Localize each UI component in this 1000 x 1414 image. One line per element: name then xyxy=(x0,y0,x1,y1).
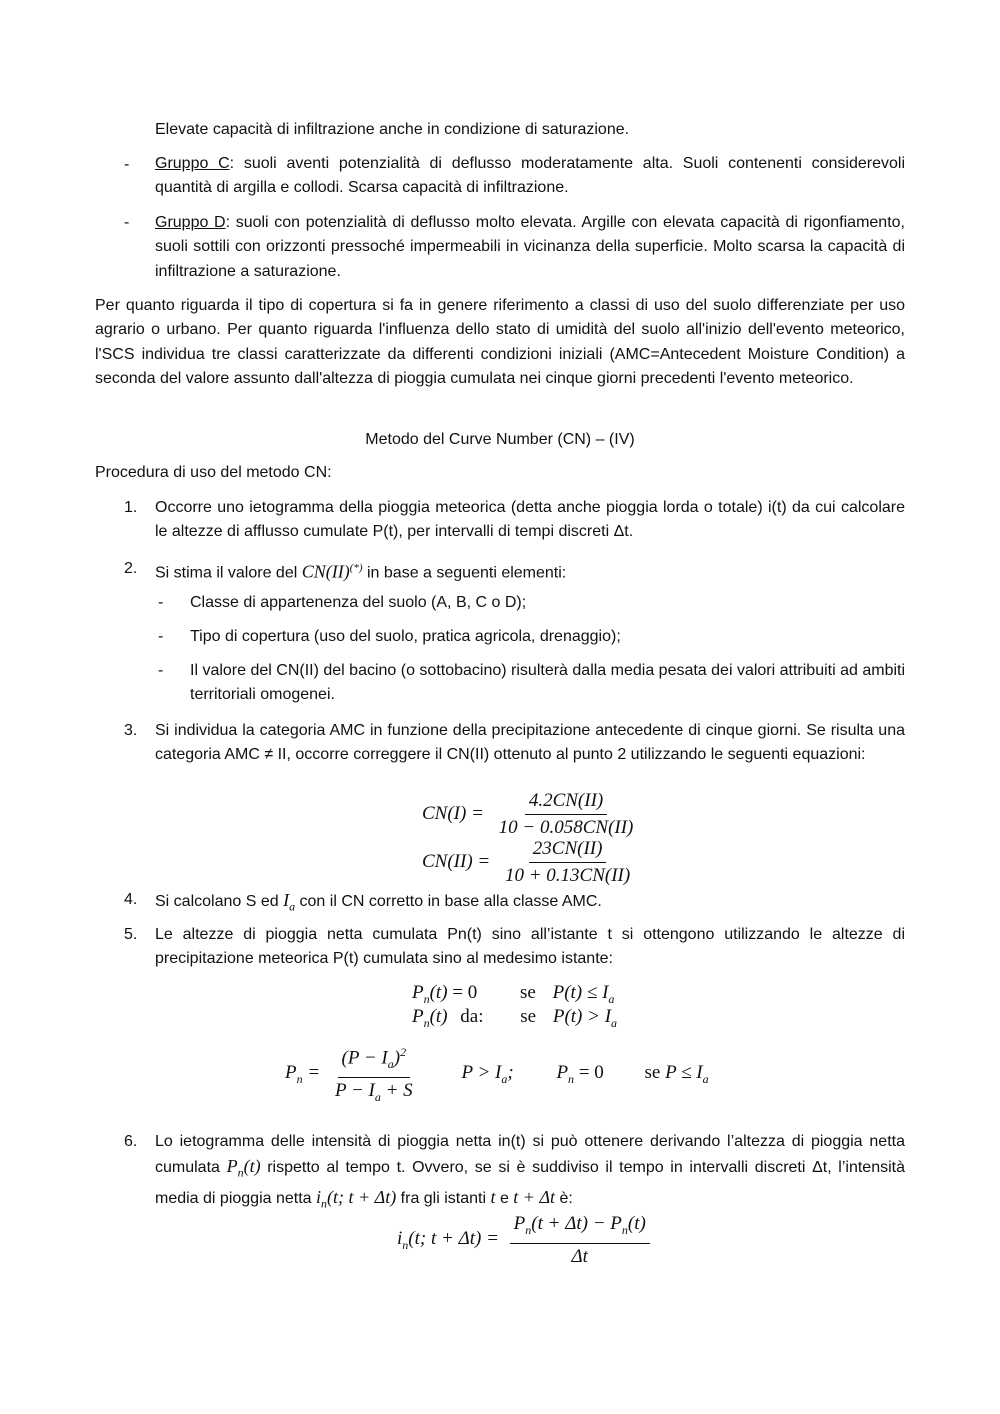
group-c-heading: Gruppo C xyxy=(155,155,230,172)
eq2-fraction xyxy=(501,837,634,888)
eq4-condition: P(t) > xyxy=(552,1006,605,1027)
equation-cn-i xyxy=(422,789,637,840)
eq6-numerator: $P_n(t + \Delta t) - P_n(t)$ xyxy=(510,1212,650,1244)
step-number: 3. xyxy=(124,722,138,739)
equation-pn-zero: $P_n(t) = 0$ se $P(t) \le I_a$ xyxy=(412,982,615,1006)
group-c-paragraph xyxy=(155,152,905,201)
cn-ii-symbol: CN(II) xyxy=(301,561,350,582)
step-number: 2. xyxy=(124,560,138,577)
element-coverage-type: Tipo di copertura (uso del suolo, pratica agricola, drenaggio); xyxy=(190,628,621,645)
group-b-continuation: Elevate capacità di infiltrazione anche in condizione di saturazione. xyxy=(155,121,630,138)
t-symbol: t xyxy=(490,1187,496,1208)
eq5-condition-1: P > I xyxy=(461,1062,502,1084)
group-d-text: : suoli con potenzialità di deflusso molto elevata. Argille con elevata capacità di rigonfiamento, suoli sottili con orizzonti pressoché impermeabili in vicinanza della superficie. Molto scarsa la capacità di infiltrazione a saturazione. xyxy=(155,214,905,280)
pn-t-symbol: $P_n(t)$ xyxy=(226,1156,261,1180)
eq5-condition-2: P ≤ I xyxy=(665,1062,703,1084)
bullet-dash: - xyxy=(158,628,164,645)
step-4-text-a: Si calcolano S ed xyxy=(155,893,284,910)
eq2-numerator: 23CN(II) xyxy=(529,837,607,863)
procedure-intro: Procedura di uso del metodo CN: xyxy=(95,464,332,481)
step-2-text-a: Si stima il valore del xyxy=(155,564,302,582)
equation-cn-ii xyxy=(422,837,634,888)
t-plus-dt-symbol: t + Δt xyxy=(513,1187,556,1208)
step-6-text-b: rispetto al tempo t. Ovvero, se si è suddiviso il tempo in intervalli discreti Δt, l’intensità media di pioggia netta xyxy=(155,1159,905,1208)
eq5-fraction xyxy=(331,1040,417,1109)
eq6-fraction xyxy=(510,1212,650,1269)
eq2-denominator: 10 + 0.13CN(II) xyxy=(504,865,631,886)
eq5-denominator-tail: + S xyxy=(380,1080,413,1102)
step-number: 6. xyxy=(124,1133,138,1150)
in-interval-symbol: $i_n(t$; t + Δt) xyxy=(316,1187,397,1211)
step-number: 4. xyxy=(124,891,138,908)
group-c-text: : suoli aventi potenzialità di deflusso moderatamente alta. Suoli contenenti considerevoli quantità di argilla e collodi. Scarsa capacità di infiltrazione. xyxy=(155,155,906,197)
eq2-lhs: CN(II) = xyxy=(422,850,491,872)
eq3-se: se xyxy=(520,982,536,1003)
eq5-numerator-text: (P − I xyxy=(341,1047,388,1069)
bullet-dash: - xyxy=(124,156,130,173)
eq3-condition: P(t) ≤ xyxy=(552,982,603,1003)
eq1-denominator: 10 − 0.058CN(II) xyxy=(498,817,634,838)
step-1-text: Occorre uno ietogramma della pioggia meteorica (detta anche pioggia lorda o totale) i(t) da cui calcolare le altezze di afflusso cumulate P(t), per intervalli di tempi discreti Δt. xyxy=(155,499,905,541)
eq1-lhs: CN(I) = xyxy=(422,802,484,824)
element-soil-class: Classe di appartenenza del suolo (A, B, C o D); xyxy=(190,594,527,611)
bullet-dash: - xyxy=(158,594,164,611)
eq5-se: se xyxy=(644,1062,666,1084)
step-5-text: Le altezze di pioggia netta cumulata Pn(t) sino all’istante t si ottengono utilizzando le altezze di precipitazione meteorica P(t) cumulata sino al medesimo istante: xyxy=(155,926,905,968)
step-6-text-d: e xyxy=(495,1190,514,1208)
step-3-text: Si individua la categoria AMC in funzione della precipitazione antecedente di cinque giorni. Se risulta una categoria AMC ≠ II, occorre correggere il CN(II) ottenuto al punto 2 utilizzando le seguenti equazioni: xyxy=(155,722,905,764)
eq4-se: se xyxy=(520,1006,537,1027)
step-number: 5. xyxy=(124,926,138,943)
eq6-numerator-text: (t + Δt) − P xyxy=(531,1213,622,1234)
equation-net-intensity: $i_n(t$; t + Δt) = $\frac{P_n(t + \Delta t) - P_n(t)}{\Delta t}$ xyxy=(397,1212,650,1269)
eq5-zero: = 0 xyxy=(578,1062,604,1084)
eq4-da: da: xyxy=(460,1006,484,1027)
section-title: Metodo del Curve Number (CN) – (IV) xyxy=(365,431,635,448)
element-weighted-mean: Il valore del CN(II) del bacino (o sottobacino) risulterà dalla media pesata dei valori attribuiti ad ambiti territoriali omogenei. xyxy=(190,662,906,704)
eq5-denominator-text: P − I xyxy=(334,1080,375,1102)
group-d-heading: Gruppo D xyxy=(155,214,226,231)
eq1-numerator: 4.2CN(II) xyxy=(525,789,607,815)
bullet-dash: - xyxy=(158,662,164,679)
ia-symbol: $I_a$ xyxy=(283,890,296,914)
step-4-text xyxy=(155,888,905,919)
step-6-text xyxy=(155,1130,905,1216)
step-number: 1. xyxy=(124,499,138,516)
step-6-text-c: fra gli istanti xyxy=(396,1190,491,1208)
step-6-text-e: è: xyxy=(555,1190,573,1208)
step-2-text xyxy=(155,556,905,586)
eq5-denominator: $P - I_a + S$ xyxy=(334,1080,413,1104)
step-2-text-b: in base a seguenti elementi: xyxy=(362,564,567,582)
equation-pn-da: $P_n(t)$ da: se $P(t) > I_a$ xyxy=(412,1006,618,1030)
asterisk-note: (*) xyxy=(349,562,363,574)
eq3-value: = 0 xyxy=(452,982,478,1003)
step-6-text-a: Lo ietogramma delle intensità di pioggia netta in(t) si può ottenere derivando l’altezza di pioggia netta cumulata xyxy=(155,1133,905,1177)
eq6-denominator: Δt xyxy=(571,1245,588,1267)
eq1-fraction xyxy=(495,789,638,840)
bullet-dash: - xyxy=(124,214,130,231)
coverage-paragraph: Per quanto riguarda il tipo di copertura si fa in genere riferimento a classi di uso del suolo differenziate per uso agrario o urbano. Per quanto riguarda l'influenza dello stato di umidità del suolo all'inizio dell'evento meteorico, l'SCS individua tre classi caratterizzate da differenti condizioni iniziali (AMC=Antecedent Moisture Condition) a seconda del valore assunto dall'altezza di pioggia cumulata nei cinque giorni precedenti l'evento meteorico. xyxy=(95,297,905,387)
equation-pn-formula: $P_n$ = $\frac{(P - I_a)^2}{P - I_a + S}$ $P > I_a$; $P_n = 0$ se $P \le I_a$ xyxy=(285,1040,709,1109)
group-d-paragraph xyxy=(155,211,905,284)
step-4-text-b: con il CN corretto in base alla classe AMC. xyxy=(295,893,602,910)
eq5-numerator: $(P - I_a)^2$ xyxy=(338,1040,411,1078)
